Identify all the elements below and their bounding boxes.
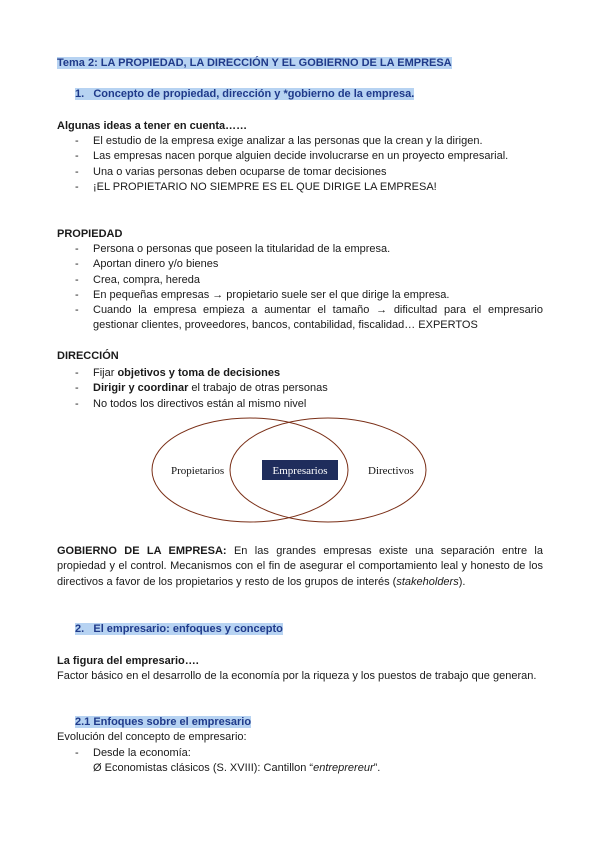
- section-2-number: 2.: [75, 623, 85, 635]
- list-item: - En pequeñas empresas → propietario suele ser el que dirige la empresa.: [75, 288, 543, 303]
- list-item: - Dirigir y coordinar el trabajo de otras personas: [75, 381, 543, 396]
- section-2-1-heading: [75, 715, 251, 730]
- list-item: - ¡EL PROPIETARIO NO SIEMPRE ES EL QUE DIRIGE LA EMPRESA!: [75, 180, 543, 195]
- list-item: - Cuando la empresa empieza a aumentar el tamaño → dificultad para el empresario gestionar clientes, proveedores, bancos, contabilidad, fiscalidad… EXPERTOS: [75, 303, 543, 334]
- section-2-heading: [75, 622, 283, 637]
- ideas-heading: Algunas ideas a tener en cuenta……: [57, 120, 248, 132]
- list-item: - Persona o personas que poseen la titularidad de la empresa.: [75, 242, 543, 257]
- direccion-list: [75, 366, 543, 412]
- list-item: - Aportan dinero y/o bienes: [75, 257, 543, 272]
- section-2-text: El empresario: enfoques y concepto: [93, 623, 283, 635]
- list-item: - Las empresas nacen porque alguien decide involucrarse en un proyecto empresarial.: [75, 149, 543, 164]
- sub-item: Ø Economistas clásicos (S. XVIII): Cantillon “entreprereur”.: [93, 762, 381, 775]
- section-1-number: 1.: [75, 88, 85, 100]
- figura-heading: La figura del empresario….: [57, 655, 199, 667]
- venn-right-label: Directivos: [368, 465, 414, 477]
- list-item: - No todos los directivos están al mismo nivel: [75, 397, 543, 412]
- document-title: [57, 56, 452, 71]
- list-item: - Una o varias personas deben ocuparse de tomar decisiones: [75, 165, 543, 180]
- section-1-heading: [75, 87, 414, 102]
- gobierno-paragraph: GOBIERNO DE LA EMPRESA: En las grandes empresas existe una separación entre la propiedad y el control. Mecanismos con el fin de asegurar el comportamiento leal y honesto de los directivos a favor de los propietarios y resto de los grupos de interés (stakeholders).: [57, 545, 543, 588]
- section-1-text: Concepto de propiedad, dirección y *gobierno de la empresa.: [93, 88, 415, 100]
- figura-text: Factor básico en el desarrollo de la economía por la riqueza y los puestos de trabajo que generan.: [57, 670, 537, 682]
- propiedad-list: [75, 242, 543, 334]
- list-item: - Fijar objetivos y toma de decisiones: [75, 366, 543, 381]
- section-2-1-list: [75, 746, 543, 777]
- ideas-list: [75, 134, 543, 195]
- venn-left-label: Propietarios: [171, 465, 225, 477]
- list-item: - El estudio de la empresa exige analizar a las personas que la crean y la dirigen.: [75, 134, 543, 149]
- propiedad-heading: PROPIEDAD: [57, 228, 123, 240]
- list-item: - Desde la economía: Ø Economistas clásicos (S. XVIII): Cantillon “entreprereur”.: [75, 746, 543, 777]
- section-2-1-intro: Evolución del concepto de empresario:: [57, 731, 247, 743]
- section-2-1-title: 2.1 Enfoques sobre el empresario: [75, 716, 252, 728]
- direccion-heading: DIRECCIÓN: [57, 350, 119, 362]
- venn-center-label: Empresarios: [272, 465, 328, 477]
- list-item: - Crea, compra, hereda: [75, 273, 543, 288]
- venn-diagram: [150, 417, 430, 527]
- title-text: Tema 2: LA PROPIEDAD, LA DIRECCIÓN Y EL GOBIERNO DE LA EMPRESA: [57, 57, 452, 69]
